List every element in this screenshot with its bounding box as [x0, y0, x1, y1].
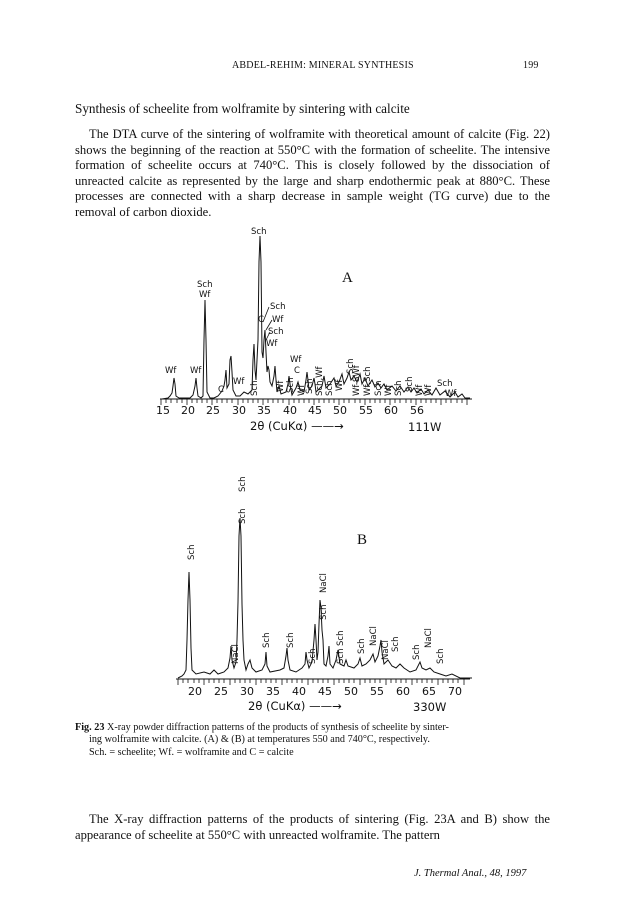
peak-label-a-wf-left2: Wf — [190, 366, 202, 376]
peak-label-a-v3: Sch — [286, 377, 296, 393]
tick-a-45: 45 — [308, 404, 322, 417]
paragraph-1-text: The DTA curve of the sintering of wolframite with theoretical amount of calcite (Fig. 22) shows the beginning of the reaction at 550°C with the formation of scheelite. The intensive formation of scheelite occurs at 740°C. This is closely followed by the dissociation of unreacted calcite as represented by the large and sharp endothermic peak at 880°C. These processes are connected with a sharp decrease in sample weight (TG curve) due to the removal of carbon dioxide. — [75, 127, 550, 219]
caption-label: Fig. 23 — [75, 722, 105, 733]
peak-label-a-stack-1: Sch — [270, 302, 286, 312]
peak-label-a-v4: Wf — [297, 384, 307, 396]
tick-b-55: 55 — [370, 685, 384, 698]
peak-label-b-18: Sch — [436, 648, 446, 664]
peak-label-a-wf-small: Wf — [233, 377, 245, 387]
peak-label-a-stack-2: Wf — [272, 315, 284, 325]
tick-a-60: 60 — [384, 404, 398, 417]
peak-label-a-wf: Wf — [199, 290, 211, 300]
tick-a-55: 55 — [359, 404, 373, 417]
peak-label-b-1: Sch — [238, 476, 248, 492]
peak-label-a-v1: Sch — [250, 380, 260, 396]
peak-label-b-16: Sch — [412, 644, 422, 660]
section-title: Synthesis of scheelite from wolframite by sintering with calcite — [75, 101, 410, 116]
panel-b-vertical-labels — [187, 477, 446, 664]
peak-label-b-10: Sch — [336, 648, 346, 664]
tick-b-25: 25 — [214, 685, 228, 698]
peak-label-b-13: NaCl — [369, 626, 379, 646]
peak-label-b-3: Sch — [187, 544, 197, 560]
peak-label-a-v5: Sch — [305, 378, 315, 394]
peak-label-b-5: Sch — [262, 632, 272, 648]
peak-label-a-right-wf: Wf — [445, 389, 457, 399]
tick-a-40: 40 — [283, 404, 297, 417]
tick-a-15: 15 — [156, 404, 170, 417]
peak-label-b-15: Sch — [391, 636, 401, 652]
tick-a-20: 20 — [181, 404, 195, 417]
peak-label-a-wf-mid: Wf — [290, 355, 302, 365]
panel-b-axis-caption: 2θ (CuKα) ——→ — [248, 699, 342, 713]
peak-label-a-c-small: C — [218, 385, 224, 395]
tick-b-40: 40 — [292, 685, 306, 698]
peak-label-a-c-mid: C — [294, 366, 300, 376]
pattern-b-trace — [178, 518, 472, 678]
caption-line-2: ing wolframite with calcite. (A) & (B) at temperatures 550 and 740°C, respectively. — [89, 734, 430, 746]
peak-label-a-v8: Wf — [335, 379, 345, 391]
peak-label-b-6: Sch — [286, 632, 296, 648]
journal-footer: J. Thermal Anal., 48, 1997 — [414, 868, 527, 879]
running-head-title: ABDEL-REHIM: MINERAL SYNTHESIS — [232, 60, 414, 71]
panel-a-label: A — [342, 270, 353, 286]
tick-b-20: 20 — [188, 685, 202, 698]
peak-label-b-4: NaCl — [231, 644, 241, 664]
peak-label-a-sch: Sch — [197, 280, 213, 290]
tick-a-56: 56 — [410, 404, 424, 417]
panel-a-ticks — [156, 404, 424, 417]
tick-a-35: 35 — [257, 404, 271, 417]
peak-label-a-v12: Sch — [374, 380, 384, 396]
peak-label-a-stack-3: Sch — [268, 327, 284, 337]
panel-b-code: 330W — [413, 700, 447, 714]
peak-label-b-9: Sch — [308, 648, 318, 664]
tick-a-50: 50 — [333, 404, 347, 417]
figure-caption — [75, 722, 550, 759]
peak-label-b-11: Sch — [336, 630, 346, 646]
tick-b-45: 45 — [318, 685, 332, 698]
peak-label-b-2: Sch — [238, 508, 248, 524]
panel-a-code: 111W — [408, 420, 442, 434]
tick-b-30: 30 — [240, 685, 254, 698]
peak-label-b-8: Sch — [319, 604, 329, 620]
tick-b-65: 65 — [422, 685, 436, 698]
peak-label-a-stack-4: Wf — [266, 339, 278, 349]
peak-label-a-v9: Sch — [346, 358, 356, 374]
tick-a-25: 25 — [206, 404, 220, 417]
peak-label-a-v7: Sch — [325, 380, 335, 396]
panel-a-axis-caption: 2θ (CuKα) ——→ — [250, 419, 344, 433]
panel-b-ticks — [188, 685, 462, 698]
tick-b-70: 70 — [448, 685, 462, 698]
peak-label-a-wf-left: Wf — [165, 366, 177, 376]
tick-b-35: 35 — [266, 685, 280, 698]
peak-label-a-top: Sch — [251, 227, 267, 237]
paragraph-2-text: The X-ray diffraction patterns of the products of sintering (Fig. 23A and B) show the appearance of scheelite at 550°C with unreacted wolframite. The pattern — [75, 812, 550, 842]
peak-label-b-12: Sch — [357, 638, 367, 654]
peak-label-a-v6: Sch,Wf — [315, 366, 325, 396]
peak-label-b-17: NaCl — [424, 628, 434, 648]
tick-b-50: 50 — [344, 685, 358, 698]
peak-label-a-v13: Wf — [384, 384, 394, 396]
peak-label-a-v14: Sch — [394, 380, 404, 396]
peak-label-b-14: NaCl — [381, 640, 391, 660]
tick-a-30: 30 — [232, 404, 246, 417]
caption-line-1: X-ray powder diffraction patterns of the products of synthesis of scheelite by sinter- — [106, 722, 449, 733]
page-number: 199 — [523, 60, 539, 71]
peak-label-a-v2: Wf — [276, 380, 286, 392]
peak-label-a-right-sch: Sch — [437, 379, 453, 389]
peak-label-a-v16: Wf — [415, 384, 425, 396]
tick-b-60: 60 — [396, 685, 410, 698]
peak-label-a-v10: Wf-SWf — [352, 365, 362, 396]
peak-label-b-7: NaCl — [319, 573, 329, 593]
peak-label-a-c: C — [258, 315, 264, 325]
caption-line-3: Sch. = scheelite; Wf. = wolframite and C = calcite — [89, 746, 294, 758]
panel-a-vertical-labels — [250, 359, 434, 396]
peak-label-a-v15: Sch — [405, 376, 415, 392]
paragraph-2 — [75, 812, 550, 843]
panel-b-label: B — [357, 532, 368, 548]
peak-label-a-v17: Wf — [424, 384, 434, 396]
peak-label-a-v11: Wf,Sch — [363, 366, 373, 396]
